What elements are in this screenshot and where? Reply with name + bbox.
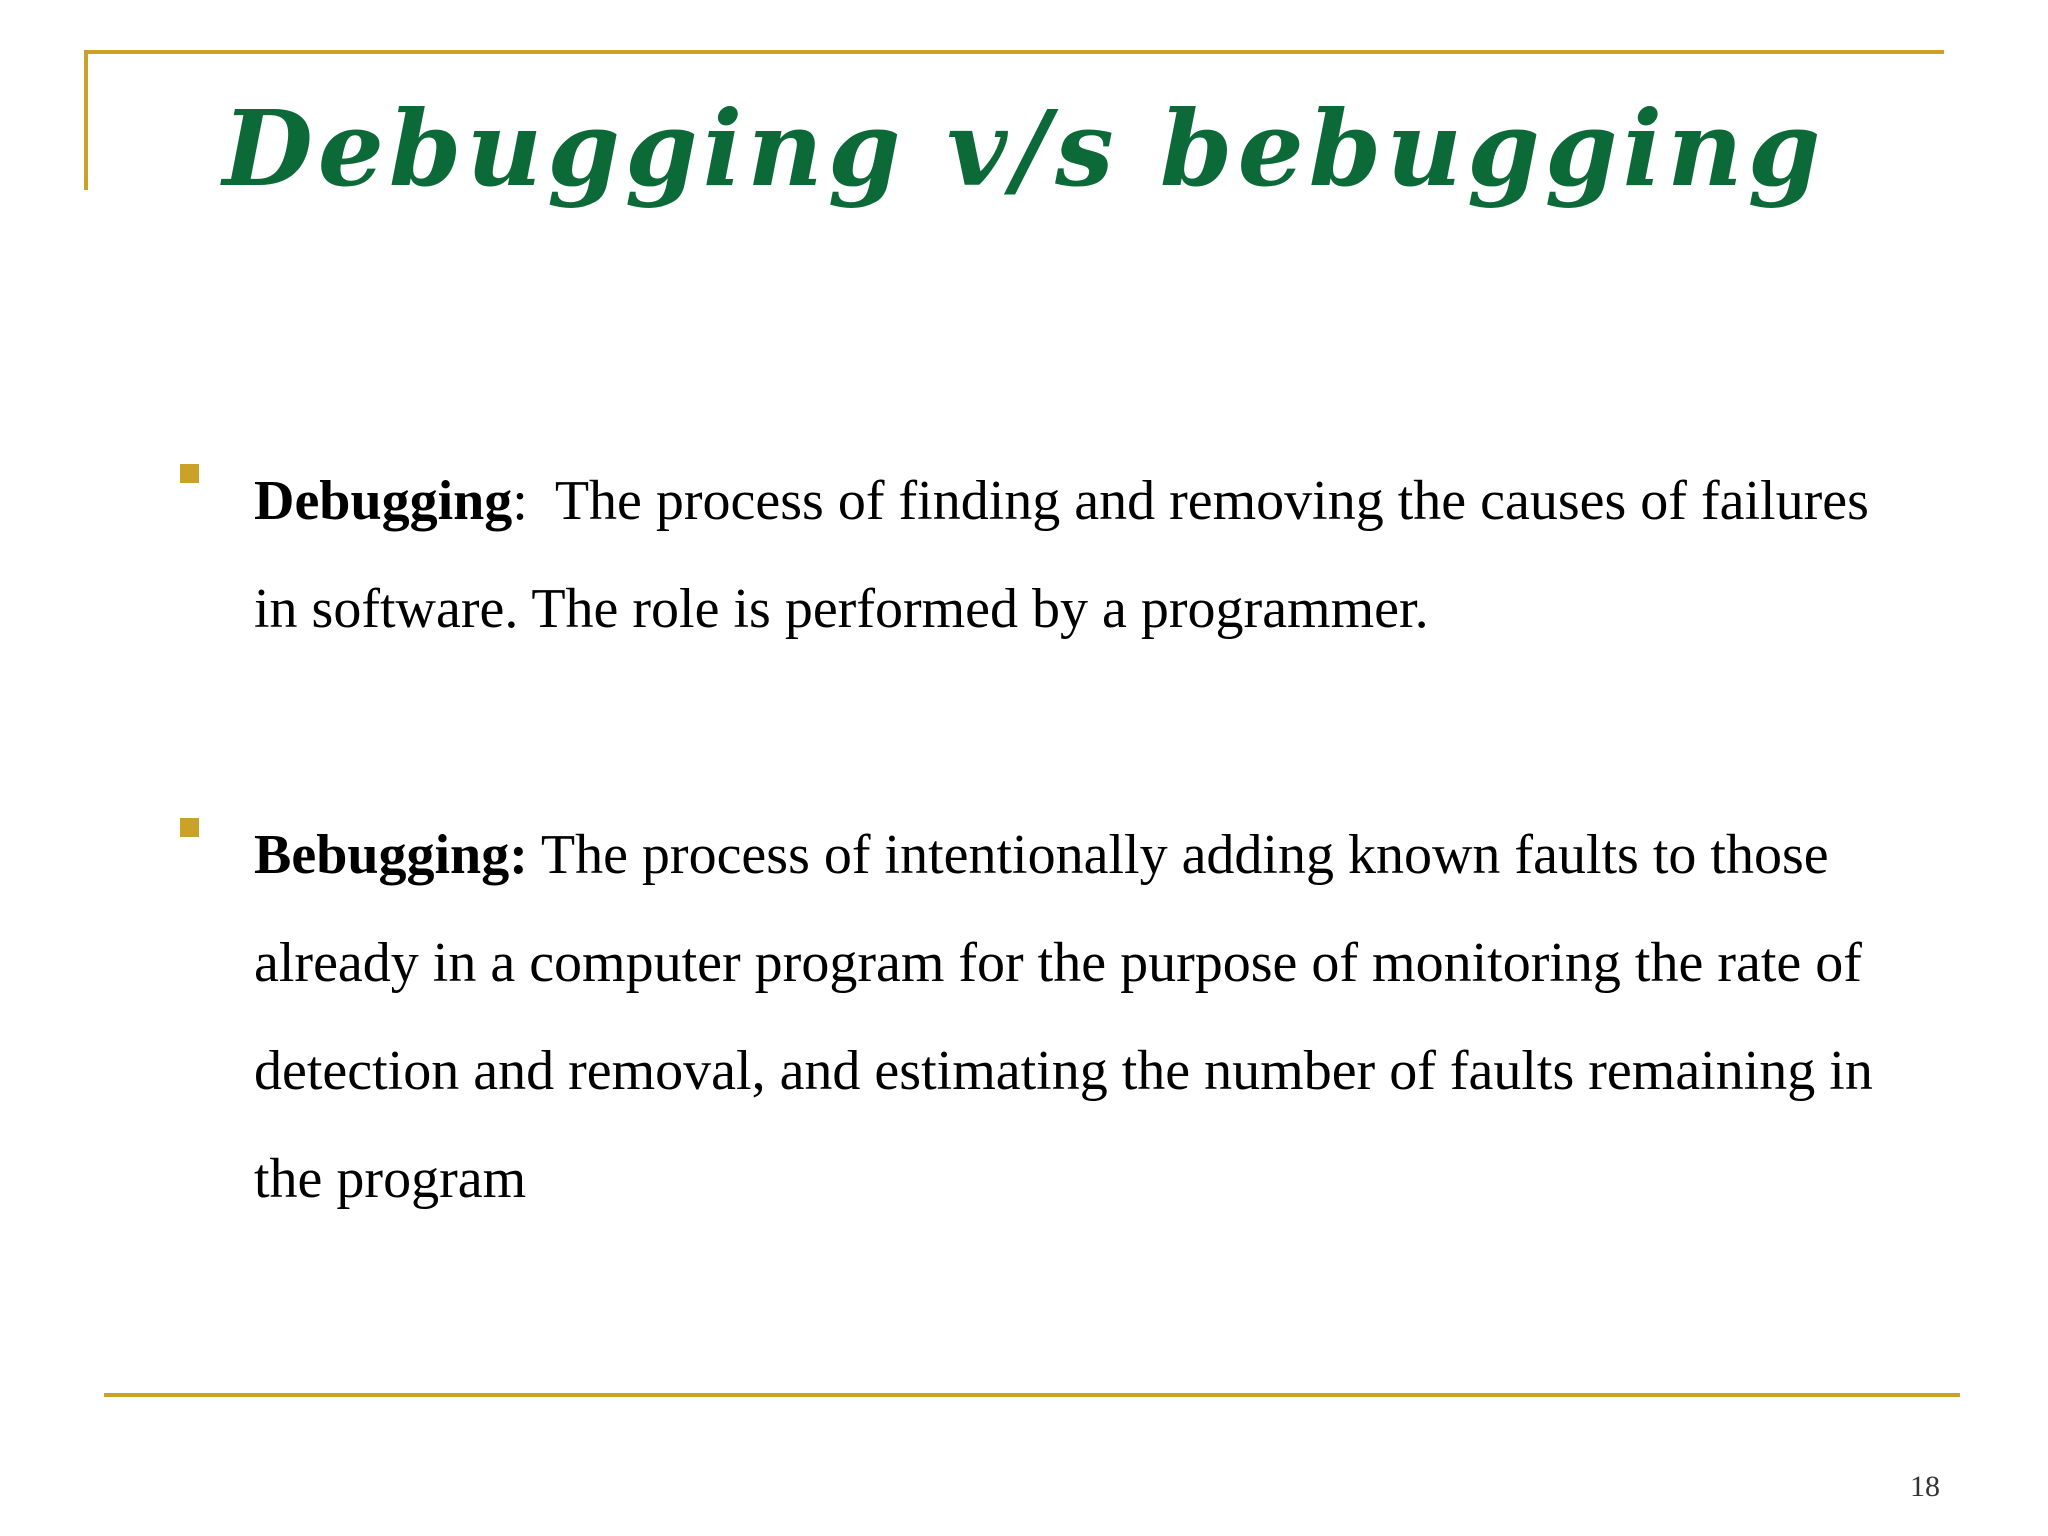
bullet-definition: The process of finding and removing the causes of failures in software. The role is performed by a programmer. <box>254 470 1869 640</box>
bullet-text <box>254 447 1894 663</box>
square-bullet-icon <box>180 464 199 483</box>
slide-number: 18 <box>1910 1470 1940 1503</box>
bullet-term: Debugging <box>254 470 513 532</box>
square-bullet-icon <box>180 818 199 837</box>
bullet-definition: The process of intentionally adding known faults to those already in a computer program for the purpose of monitoring the rate of detection and removal, and estimating the number of faults remaining in the program <box>254 824 1873 1210</box>
slide-title: Debugging v/s bebugging <box>222 87 1826 210</box>
footer-divider <box>104 1393 1960 1397</box>
bullet-text <box>254 801 1894 1233</box>
bullet-separator: : <box>512 470 555 532</box>
frame-top-border <box>84 50 1944 54</box>
bullet-term: Bebugging: <box>254 824 528 886</box>
bullet-separator <box>528 824 541 886</box>
